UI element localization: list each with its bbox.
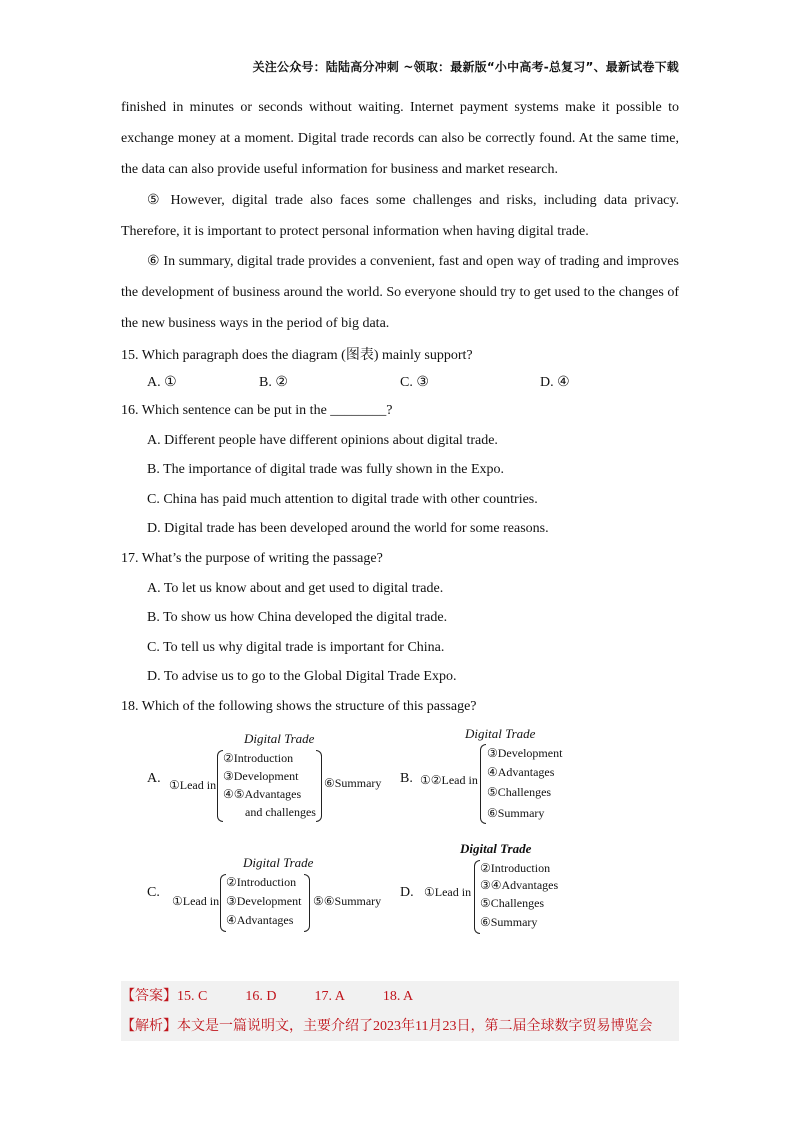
paragraph-6: ⑥ In summary, digital trade provides a convenient, fast and open way of trading and improves the development of business around the world. So everyone should try to get used to the changes of the new business ways in the period of big data.	[121, 254, 679, 331]
diagram-c-item: ④Advantages	[226, 913, 294, 927]
answer-tag: 【答案】	[121, 989, 177, 1004]
paragraph-continuation: finished in minutes or seconds without waiting. Internet payment systems make it possible to exchange money at a moment. Digital trade records can also be correctly found. At the same time, the data can also provide useful information for business and market research.	[121, 100, 679, 177]
analysis-tag: 【解析】	[121, 1019, 177, 1034]
diagram-d-item: ②Introduction	[480, 861, 551, 875]
q17-option-d[interactable]: D. To advise us to go to the Global Digital Trade Expo.	[147, 669, 457, 684]
q15-option-a[interactable]: A. ①	[147, 375, 177, 390]
q15-option-c[interactable]: C. ③	[400, 375, 429, 390]
diagram-b-item: ④Advantages	[487, 765, 555, 779]
answer-18: 18. A	[382, 989, 414, 1004]
q16-option-b[interactable]: B. The importance of digital trade was fully shown in the Expo.	[147, 462, 505, 477]
q16-option-a[interactable]: A. Different people have different opinions about digital trade.	[147, 433, 498, 448]
analysis-row	[121, 1015, 652, 1035]
diagram-d-item: ⑤Challenges	[480, 896, 545, 910]
question-18-stem: 18. Which of the following shows the structure of this passage?	[121, 699, 477, 714]
question-15-stem: 15. Which paragraph does the diagram (图表) mainly support?	[121, 348, 473, 363]
answer-15: 15. C	[177, 989, 208, 1004]
q15-option-d[interactable]: D. ④	[540, 375, 570, 390]
q16-option-c[interactable]: C. China has paid much attention to digital trade with other countries.	[147, 492, 538, 507]
diagram-a-summary: ⑥Summary	[324, 776, 382, 790]
diagram-b-item: ③Development	[487, 746, 563, 760]
question-17-stem: 17. What’s the purpose of writing the passage?	[121, 551, 383, 566]
diagram-a-item: ④⑤Advantages	[223, 787, 302, 801]
q17-option-a[interactable]: A. To let us know about and get used to digital trade.	[147, 581, 444, 596]
diagram-c-summary: ⑤⑥Summary	[313, 894, 382, 908]
diagram-a-right-brace	[316, 750, 322, 822]
diagram-a-leadin: ①Lead in	[169, 778, 217, 792]
q17-option-b[interactable]: B. To show us how China developed the digital trade.	[147, 610, 448, 625]
diagram-a-item: and challenges	[245, 805, 316, 819]
answer-17: 17. A	[314, 989, 345, 1004]
diagram-c-leadin: ①Lead in	[172, 894, 220, 908]
diagram-c-title: Digital Trade	[243, 855, 314, 870]
diagram-d-item: ③④Advantages	[480, 878, 559, 892]
answer-16: 16. D	[245, 989, 277, 1004]
diagram-d-item: ⑥Summary	[480, 915, 538, 929]
diagram-a-item: ③Development	[223, 769, 299, 783]
diagram-b-left-brace	[480, 744, 486, 824]
page-header: 关注公众号：陆陆高分冲刺 ~领取：最新版“小中高考-总复习”、最新试卷下载	[252, 60, 679, 74]
diagram-b-item: ⑥Summary	[487, 806, 545, 820]
diagram-c-right-brace	[304, 874, 310, 932]
q18-option-a-label[interactable]: A.	[147, 771, 161, 786]
q18-option-d-label[interactable]: D.	[400, 885, 414, 900]
q16-option-d[interactable]: D. Digital trade has been developed around the world for some reasons.	[147, 521, 549, 536]
diagram-b-leadin: ①②Lead in	[420, 773, 478, 787]
diagram-a-title: Digital Trade	[244, 731, 315, 746]
analysis-text: 本文是一篇说明文，主要介绍了2023年11月23日，第二届全球数字贸易博览会	[177, 1019, 653, 1034]
q18-option-b-label[interactable]: B.	[400, 771, 413, 786]
q15-option-b[interactable]: B. ②	[259, 375, 288, 390]
question-16-stem: 16. Which sentence can be put in the ________?	[121, 403, 393, 418]
answer-section	[121, 981, 679, 1041]
diagram-a-item: ②Introduction	[223, 751, 294, 765]
q17-option-c[interactable]: C. To tell us why digital trade is important for China.	[147, 640, 445, 655]
diagram-c-item: ②Introduction	[226, 875, 297, 889]
diagram-d-title: Digital Trade	[460, 841, 532, 856]
diagram-b-title: Digital Trade	[465, 726, 536, 741]
q18-option-c-label[interactable]: C.	[147, 885, 160, 900]
diagram-d-leadin: ①Lead in	[424, 885, 472, 899]
diagram-b-item: ⑤Challenges	[487, 785, 552, 799]
answer-row	[121, 985, 413, 1005]
diagram-c-item: ③Development	[226, 894, 302, 908]
paragraph-5: ⑤ However, digital trade also faces some challenges and risks, including data privacy. Therefore, it is important to protect personal information when having digital trade.	[121, 193, 679, 239]
